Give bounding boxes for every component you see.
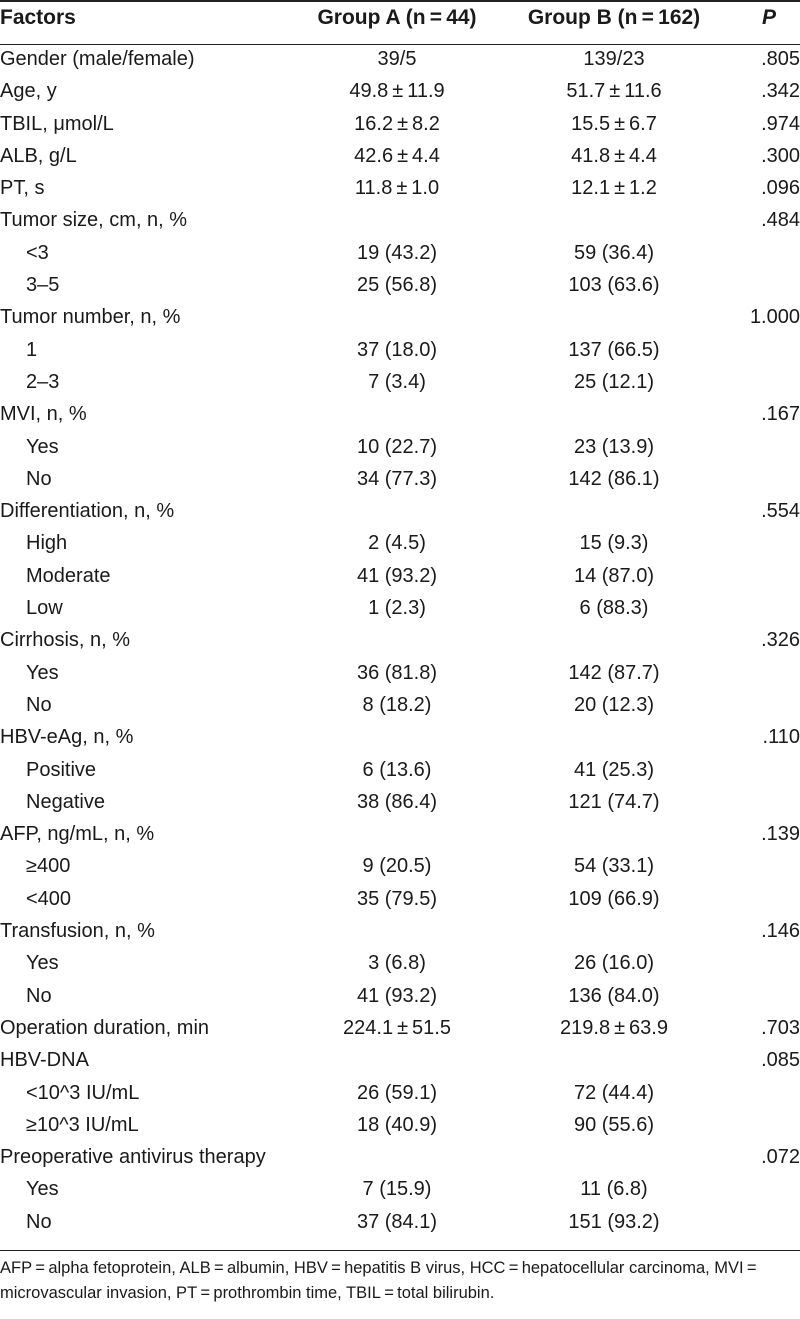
factor-cell: Cirrhosis, n, % bbox=[0, 629, 131, 652]
table-row bbox=[0, 110, 800, 142]
table-row bbox=[0, 1143, 800, 1175]
p-value-cell: .326 bbox=[761, 629, 800, 652]
table-row bbox=[0, 497, 800, 529]
table-row bbox=[0, 433, 800, 465]
table-row bbox=[0, 45, 800, 77]
group-a-cell: 41 (93.2) bbox=[356, 564, 438, 587]
factor-cell: High bbox=[26, 532, 68, 555]
group-b-cell: 151 (93.2) bbox=[568, 1210, 660, 1233]
factor-cell: 1 bbox=[26, 338, 38, 361]
group-b-cell: 6 (88.3) bbox=[579, 597, 649, 620]
table-row bbox=[0, 982, 800, 1014]
group-a-cell: 42.6 ± 4.4 bbox=[354, 144, 440, 167]
group-b-cell: 14 (87.0) bbox=[573, 564, 655, 587]
table-row bbox=[0, 303, 800, 335]
factor-cell: No bbox=[26, 984, 52, 1007]
factor-cell: AFP, ng/mL, n, % bbox=[0, 823, 155, 846]
table-row bbox=[0, 400, 800, 432]
group-a-cell: 37 (84.1) bbox=[356, 1210, 438, 1233]
p-value-cell: .139 bbox=[761, 823, 800, 846]
factor-cell: HBV-DNA bbox=[0, 1049, 89, 1072]
factor-cell: 2–3 bbox=[26, 370, 60, 393]
group-a-cell: 7 (3.4) bbox=[368, 370, 426, 393]
group-a-cell: 35 (79.5) bbox=[356, 887, 438, 910]
factor-cell: MVI, n, % bbox=[0, 403, 87, 426]
group-a-cell: 224.1 ± 51.5 bbox=[343, 1016, 451, 1039]
p-value-cell: .110 bbox=[762, 726, 800, 749]
p-value-cell: .805 bbox=[761, 48, 800, 70]
p-value-cell: .554 bbox=[761, 500, 800, 523]
table-row bbox=[0, 562, 800, 594]
p-value-cell: .342 bbox=[761, 80, 800, 103]
group-a-cell: 8 (18.2) bbox=[362, 693, 432, 716]
group-b-cell: 51.7 ± 11.6 bbox=[566, 80, 662, 103]
group-b-cell: 25 (12.1) bbox=[573, 370, 655, 393]
group-b-cell: 11 (6.8) bbox=[580, 1178, 648, 1201]
group-b-cell: 219.8 ± 63.9 bbox=[560, 1016, 668, 1039]
table-row bbox=[0, 142, 800, 174]
table-row bbox=[0, 788, 800, 820]
group-a-cell: 2 (4.5) bbox=[368, 532, 426, 555]
factor-cell: No bbox=[26, 467, 52, 490]
p-value-cell: .974 bbox=[761, 112, 800, 135]
group-b-cell: 41 (25.3) bbox=[573, 758, 655, 781]
group-a-cell: 16.2 ± 8.2 bbox=[354, 112, 440, 135]
group-a-cell: 36 (81.8) bbox=[356, 661, 438, 684]
group-b-cell: 20 (12.3) bbox=[573, 693, 655, 716]
p-value-cell: .072 bbox=[761, 1146, 800, 1169]
group-b-cell: 137 (66.5) bbox=[568, 338, 660, 361]
group-a-cell: 38 (86.4) bbox=[356, 790, 438, 813]
factor-cell: TBIL, μmol/L bbox=[0, 112, 114, 135]
factor-cell: ALB, g/L bbox=[0, 144, 77, 167]
table-row bbox=[0, 691, 800, 723]
table-row bbox=[0, 77, 800, 109]
table-row bbox=[0, 885, 800, 917]
group-b-cell: 54 (33.1) bbox=[573, 855, 655, 878]
table-row bbox=[0, 1208, 800, 1240]
header-group-b: Group B (n = 162) bbox=[527, 6, 701, 29]
factor-cell: Moderate bbox=[26, 564, 111, 587]
group-a-cell: 10 (22.7) bbox=[356, 435, 438, 458]
table-row bbox=[0, 1175, 800, 1207]
factor-cell: Yes bbox=[26, 952, 59, 975]
group-a-cell: 18 (40.9) bbox=[356, 1113, 438, 1136]
group-b-cell: 103 (63.6) bbox=[568, 274, 660, 297]
factor-cell: Yes bbox=[26, 435, 59, 458]
factor-cell: <3 bbox=[26, 241, 49, 264]
factor-cell: Age, y bbox=[0, 80, 57, 103]
group-b-cell: 12.1 ± 1.2 bbox=[571, 177, 657, 200]
table-row bbox=[0, 529, 800, 561]
factor-cell: Negative bbox=[26, 790, 105, 813]
factor-cell: Preoperative antivirus therapy bbox=[0, 1146, 266, 1169]
factor-cell: Operation duration, min bbox=[0, 1016, 210, 1039]
group-b-cell: 142 (86.1) bbox=[568, 467, 660, 490]
table-row bbox=[0, 368, 800, 400]
group-b-cell: 139/23 bbox=[583, 48, 645, 70]
factor-cell: Yes bbox=[26, 1178, 59, 1201]
table-row bbox=[0, 1046, 800, 1078]
table-row bbox=[0, 756, 800, 788]
p-value-cell: 1.000 bbox=[749, 306, 800, 329]
table-footnote: AFP = alpha fetoprotein, ALB = albumin, HBV = hepatitis B virus, HCC = hepatocellular carcinoma, MVI = microvascular invasion, PT = prothrombin time, TBIL = total bilirubin. bbox=[0, 1259, 760, 1302]
factor-cell: No bbox=[26, 1210, 52, 1233]
factor-cell: <10^3 IU/mL bbox=[26, 1081, 140, 1104]
group-a-cell: 25 (56.8) bbox=[356, 274, 438, 297]
group-a-cell: 41 (93.2) bbox=[356, 984, 438, 1007]
factor-cell: Differentiation, n, % bbox=[0, 500, 175, 523]
p-value-cell: .096 bbox=[761, 177, 800, 200]
factor-cell: Gender (male/female) bbox=[0, 48, 195, 70]
factor-cell: HBV-eAg, n, % bbox=[0, 726, 134, 749]
group-a-cell: 37 (18.0) bbox=[356, 338, 438, 361]
group-b-cell: 15 (9.3) bbox=[579, 532, 649, 555]
group-a-cell: 26 (59.1) bbox=[356, 1081, 438, 1104]
p-value-cell: .085 bbox=[761, 1049, 800, 1072]
factor-cell: Low bbox=[26, 597, 63, 620]
table-row bbox=[0, 917, 800, 949]
bottom-rule bbox=[0, 1250, 800, 1251]
header-group-a: Group A (n = 44) bbox=[317, 6, 477, 29]
group-b-cell: 72 (44.4) bbox=[573, 1081, 655, 1104]
group-a-cell: 39/5 bbox=[377, 48, 417, 70]
header-p-value: P bbox=[761, 6, 777, 29]
table-header bbox=[0, 0, 800, 45]
table-row bbox=[0, 271, 800, 303]
table-row bbox=[0, 206, 800, 238]
group-b-cell: 26 (16.0) bbox=[573, 952, 655, 975]
p-value-cell: .703 bbox=[761, 1016, 800, 1039]
group-a-cell: 9 (20.5) bbox=[362, 855, 432, 878]
group-b-cell: 41.8 ± 4.4 bbox=[571, 144, 657, 167]
group-a-cell: 11.8 ± 1.0 bbox=[354, 177, 440, 200]
factor-cell: PT, s bbox=[0, 177, 45, 200]
group-b-cell: 121 (74.7) bbox=[568, 790, 660, 813]
factor-cell: <400 bbox=[26, 887, 72, 910]
group-a-cell: 6 (13.6) bbox=[362, 758, 432, 781]
group-b-cell: 109 (66.9) bbox=[568, 887, 660, 910]
factor-cell: ≥400 bbox=[26, 855, 71, 878]
factor-cell: 3–5 bbox=[26, 274, 60, 297]
group-a-cell: 7 (15.9) bbox=[362, 1178, 432, 1201]
group-b-cell: 23 (13.9) bbox=[573, 435, 655, 458]
table-row bbox=[0, 1111, 800, 1143]
factor-cell: Transfusion, n, % bbox=[0, 920, 155, 943]
p-value-cell: .167 bbox=[761, 403, 800, 426]
factor-cell: Positive bbox=[26, 758, 97, 781]
table-row bbox=[0, 1014, 800, 1046]
group-b-cell: 136 (84.0) bbox=[568, 984, 660, 1007]
table-row bbox=[0, 1079, 800, 1111]
table-row bbox=[0, 239, 800, 271]
factor-cell: Tumor size, cm, n, % bbox=[0, 209, 188, 232]
group-a-cell: 49.8 ± 11.9 bbox=[349, 80, 445, 103]
group-b-cell: 15.5 ± 6.7 bbox=[571, 112, 657, 135]
group-b-cell: 90 (55.6) bbox=[573, 1113, 655, 1136]
header-factors: Factors bbox=[0, 6, 76, 29]
table-row bbox=[0, 852, 800, 884]
table-row bbox=[0, 723, 800, 755]
group-b-cell: 59 (36.4) bbox=[573, 241, 655, 264]
factor-cell: ≥10^3 IU/mL bbox=[26, 1113, 139, 1136]
group-a-cell: 19 (43.2) bbox=[356, 241, 438, 264]
group-a-cell: 34 (77.3) bbox=[356, 467, 438, 490]
group-a-cell: 1 (2.3) bbox=[368, 597, 426, 620]
factor-cell: Yes bbox=[26, 661, 59, 684]
table-row bbox=[0, 626, 800, 658]
group-a-cell: 3 (6.8) bbox=[368, 952, 426, 975]
table-row bbox=[0, 659, 800, 691]
table-body bbox=[0, 45, 800, 1240]
table-row bbox=[0, 465, 800, 497]
factor-cell: Tumor number, n, % bbox=[0, 306, 181, 329]
table-row bbox=[0, 174, 800, 206]
group-b-cell: 142 (87.7) bbox=[568, 661, 660, 684]
p-value-cell: .146 bbox=[761, 920, 800, 943]
table-row bbox=[0, 949, 800, 981]
factor-cell: No bbox=[26, 693, 52, 716]
p-value-cell: .484 bbox=[761, 209, 800, 232]
p-value-cell: .300 bbox=[761, 144, 800, 167]
table-row bbox=[0, 820, 800, 852]
table-row bbox=[0, 594, 800, 626]
table-row bbox=[0, 336, 800, 368]
